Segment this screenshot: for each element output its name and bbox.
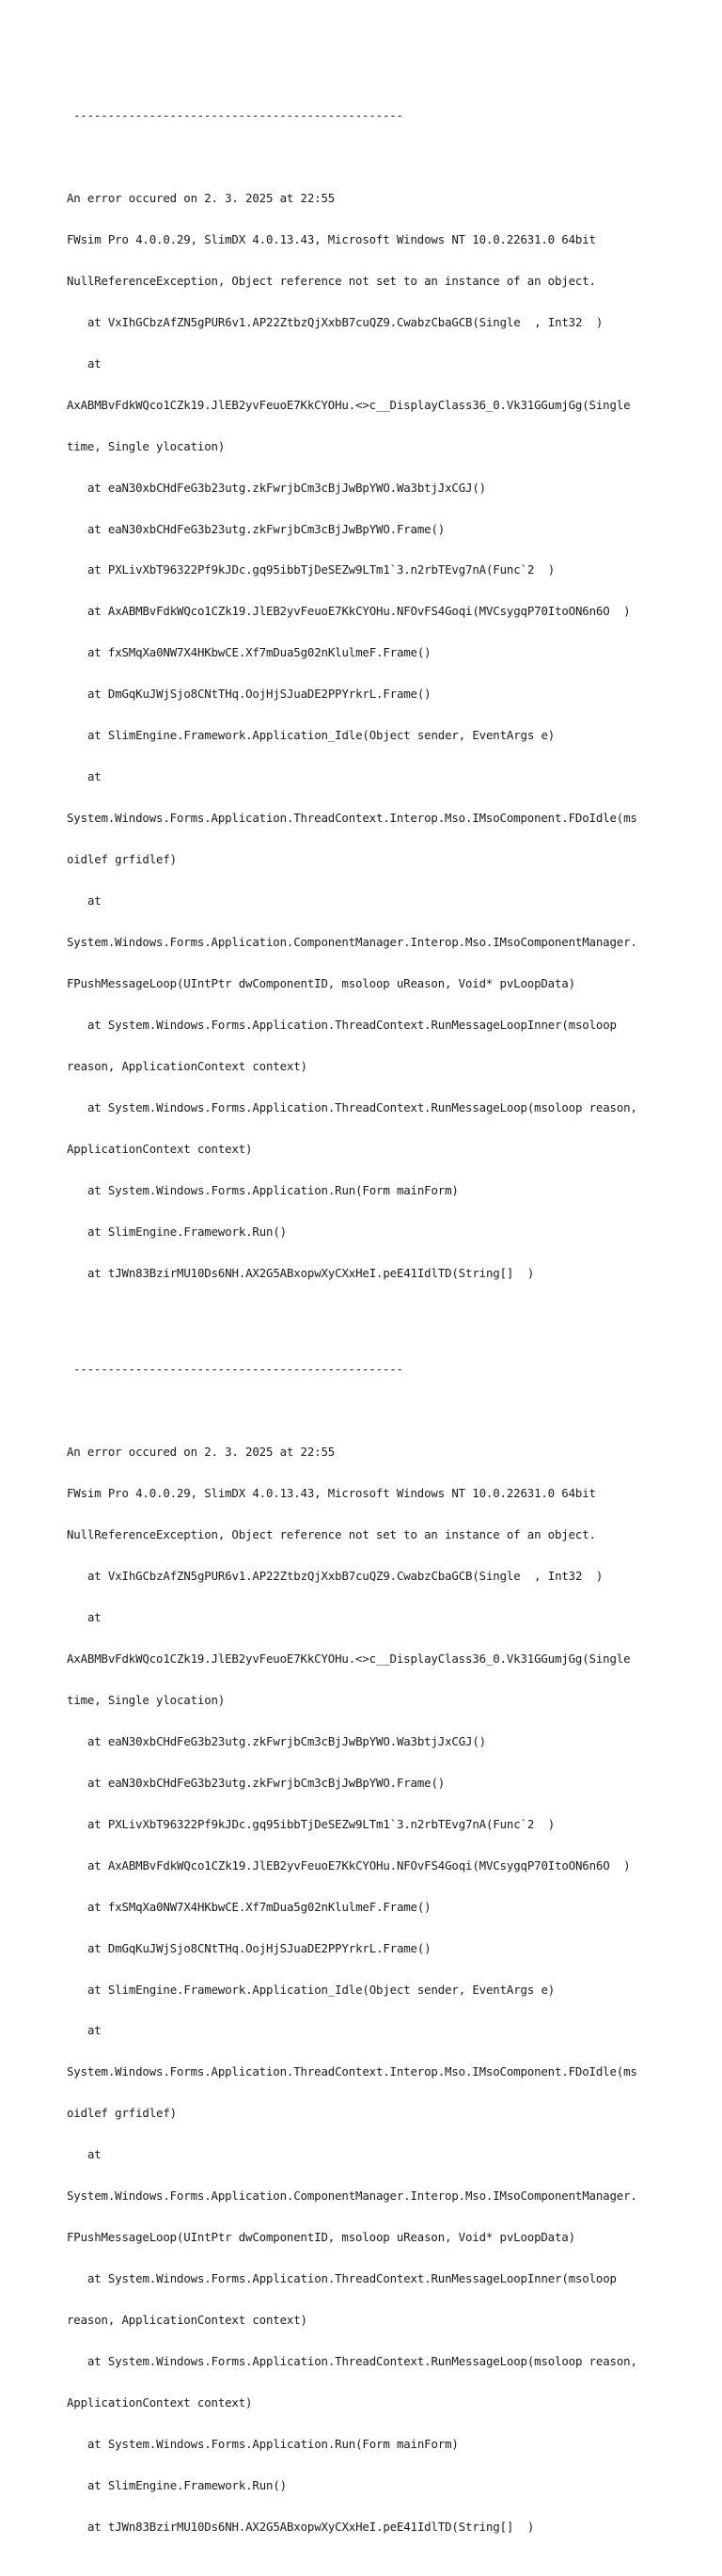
stack-frame-continued: ApplicationContext context) <box>67 2395 253 2410</box>
stack-frame: at eaN30xbCHdFeG3b23utg.zkFwrjbCm3cBjJwBpYWO.Wa3btjJxCGJ() <box>87 1733 486 1748</box>
stack-frame: at AxABMBvFdkWQco1CZk19.JlEB2yvFeuoE7KkCYOHu.NFOvFS4Goqi(MVCsygqP70ItoON6n6O ) <box>87 1857 631 1873</box>
stack-frame: at System.Windows.Forms.Application.ThreadContext.RunMessageLoopInner(msoloop <box>87 1017 617 1032</box>
stack-frame-continued: ApplicationContext context) <box>67 1141 253 1156</box>
stack-frame: at <box>87 2023 102 2038</box>
stack-frame: at System.Windows.Forms.Application.ThreadContext.RunMessageLoop(msoloop reason, <box>87 2354 637 2369</box>
stack-frame-continued: FPushMessageLoop(UIntPtr dwComponentID, msoloop uReason, Void* pvLoopData) <box>67 975 575 990</box>
stack-frame: at <box>87 356 102 371</box>
stack-frame-continued: System.Windows.Forms.Application.ThreadContext.Interop.Mso.IMsoComponent.FDoIdle(ms <box>67 2064 637 2079</box>
log-separator: ------------------------------------------------ <box>73 107 403 122</box>
log-separator: ------------------------------------------------ <box>73 1362 403 1377</box>
stack-frame-continued: reason, ApplicationContext context) <box>67 2313 307 2328</box>
stack-frame: at DmGqKuJWjSjo8CNtTHq.OojHjSJuaDE2PPYrkrL.Frame() <box>87 687 432 702</box>
stack-frame: at <box>87 2147 102 2162</box>
stack-frame: at fxSMqXa0NW7X4HKbwCE.Xf7mDua5g02nKlulmeF.Frame() <box>87 645 432 660</box>
exception-line: NullReferenceException, Object reference not set to an instance of an object. <box>67 273 596 288</box>
error-date-line: An error occured on 2. 3. 2025 at 22:55 <box>67 190 336 205</box>
exception-line: NullReferenceException, Object reference not set to an instance of an object. <box>67 1527 596 1542</box>
stack-frame: at tJWn83BzirMU10Ds6NH.AX2G5ABxopwXyCXxHeI.peE41IdlTD(String[] ) <box>87 1265 535 1280</box>
stack-frame: at SlimEngine.Framework.Application_Idle(Object sender, EventArgs e) <box>87 728 556 743</box>
stack-frame: at System.Windows.Forms.Application.ThreadContext.RunMessageLoopInner(msoloop <box>87 2271 617 2286</box>
stack-frame-continued: AxABMBvFdkWQco1CZk19.JlEB2yvFeuoE7KkCYOHu.<>c__DisplayClass36_0.Vk31GGumjGg(Single <box>67 1651 631 1666</box>
stack-frame: at eaN30xbCHdFeG3b23utg.zkFwrjbCm3cBjJwBpYWO.Frame() <box>87 521 446 536</box>
stack-frame: at <box>87 1609 102 1624</box>
environment-line: FWsim Pro 4.0.0.29, SlimDX 4.0.13.43, Microsoft Windows NT 10.0.22631.0 64bit <box>67 231 596 246</box>
stack-frame: at SlimEngine.Framework.Application_Idle(Object sender, EventArgs e) <box>87 1982 556 1997</box>
environment-line: FWsim Pro 4.0.0.29, SlimDX 4.0.13.43, Microsoft Windows NT 10.0.22631.0 64bit <box>67 1486 596 1501</box>
stack-frame: at DmGqKuJWjSjo8CNtTHq.OojHjSJuaDE2PPYrkrL.Frame() <box>87 1940 432 1955</box>
stack-frame-continued: oidlef grfidlef) <box>67 2106 177 2121</box>
stack-frame-continued: System.Windows.Forms.Application.ComponentManager.Interop.Mso.IMsoComponentManager. <box>67 935 637 950</box>
stack-frame: at System.Windows.Forms.Application.Run(Form mainForm) <box>87 2437 459 2451</box>
stack-frame: at VxIhGCbzAfZN5gPUR6v1.AP22ZtbzQjXxbB7cuQZ9.CwabzCbaGCB(Single , Int32 ) <box>87 314 604 329</box>
stack-frame: at tJWn83BzirMU10Ds6NH.AX2G5ABxopwXyCXxHeI.peE41IdlTD(String[] ) <box>87 2519 535 2534</box>
stack-frame-continued: oidlef grfidlef) <box>67 852 177 867</box>
error-date-line: An error occured on 2. 3. 2025 at 22:55 <box>67 1445 336 1460</box>
stack-frame: at SlimEngine.Framework.Run() <box>87 2477 287 2492</box>
stack-frame: at <box>87 769 102 784</box>
error-log <box>67 68 668 2576</box>
blank-line <box>67 1404 668 1418</box>
stack-frame-continued: FPushMessageLoop(UIntPtr dwComponentID, msoloop uReason, Void* pvLoopData) <box>67 2230 575 2245</box>
stack-frame-continued: AxABMBvFdkWQco1CZk19.JlEB2yvFeuoE7KkCYOHu.<>c__DisplayClass36_0.Vk31GGumjGg(Single <box>67 397 631 412</box>
stack-frame: at PXLivXbT96322Pf9kJDc.gq95ibbTjDeSEZw9LTm1`3.n2rbTEvg7nA(Func`2 ) <box>87 562 556 577</box>
stack-frame: at SlimEngine.Framework.Run() <box>87 1224 287 1239</box>
stack-frame: at fxSMqXa0NW7X4HKbwCE.Xf7mDua5g02nKlulmeF.Frame() <box>87 1899 432 1914</box>
stack-frame: at eaN30xbCHdFeG3b23utg.zkFwrjbCm3cBjJwBpYWO.Wa3btjJxCGJ() <box>87 480 486 495</box>
stack-frame-continued: time, Single ylocation) <box>67 438 226 453</box>
stack-frame-continued: System.Windows.Forms.Application.ThreadContext.Interop.Mso.IMsoComponent.FDoIdle(ms <box>67 811 637 826</box>
stack-frame: at <box>87 893 102 909</box>
stack-frame-continued: reason, ApplicationContext context) <box>67 1058 307 1073</box>
stack-frame: at PXLivXbT96322Pf9kJDc.gq95ibbTjDeSEZw9LTm1`3.n2rbTEvg7nA(Func`2 ) <box>87 1816 556 1831</box>
stack-frame: at VxIhGCbzAfZN5gPUR6v1.AP22ZtbzQjXxbB7cuQZ9.CwabzCbaGCB(Single , Int32 ) <box>87 1568 604 1583</box>
blank-line <box>67 150 668 165</box>
stack-frame-continued: System.Windows.Forms.Application.ComponentManager.Interop.Mso.IMsoComponentManager. <box>67 2189 637 2204</box>
stack-frame: at AxABMBvFdkWQco1CZk19.JlEB2yvFeuoE7KkCYOHu.NFOvFS4Goqi(MVCsygqP70ItoON6n6O ) <box>87 604 631 619</box>
stack-frame: at System.Windows.Forms.Application.Run(Form mainForm) <box>87 1182 459 1197</box>
stack-frame: at System.Windows.Forms.Application.ThreadContext.RunMessageLoop(msoloop reason, <box>87 1099 637 1114</box>
stack-frame: at eaN30xbCHdFeG3b23utg.zkFwrjbCm3cBjJwBpYWO.Frame() <box>87 1775 446 1790</box>
stack-frame-continued: time, Single ylocation) <box>67 1692 226 1707</box>
blank-line <box>67 1308 668 1322</box>
